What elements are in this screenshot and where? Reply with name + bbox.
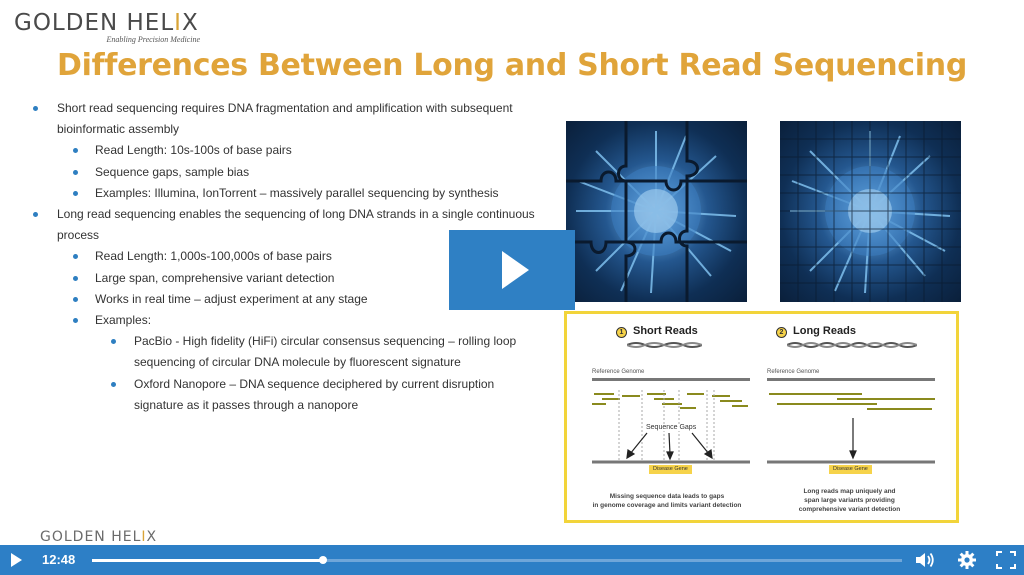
bullet-dot-icon	[111, 382, 116, 387]
play-pause-button[interactable]	[6, 550, 28, 570]
bullet-item	[30, 310, 540, 331]
short-reads-number: 1	[616, 327, 627, 338]
current-time: 12:48	[42, 552, 76, 567]
volume-icon	[914, 550, 936, 570]
long-caption-line-3: comprehensive variant detection	[798, 506, 901, 513]
short-reads-caption	[567, 492, 767, 510]
bullet-text: Large span, comprehensive variant detection	[95, 270, 335, 285]
bullet-text: Read Length: 10s-100s of base pairs	[95, 143, 292, 158]
bullet-item	[30, 140, 540, 161]
logo-text-accent: I	[174, 10, 182, 36]
bullet-item	[30, 331, 540, 373]
bullet-dot-icon	[33, 106, 38, 111]
bullet-item	[30, 374, 540, 416]
bullet-text: Examples:	[95, 313, 152, 328]
settings-button[interactable]	[956, 550, 978, 570]
bullet-dot-icon	[73, 170, 78, 175]
bullet-text: Long read sequencing enables the sequencing of long DNA strands in a single continuous process	[57, 207, 535, 243]
long-reads-lines	[767, 390, 937, 470]
virus-puzzle-large-pieces-image	[566, 121, 747, 302]
bullet-text: Works in real time – adjust experiment at any stage	[95, 291, 368, 306]
dna-helix-icon	[627, 341, 702, 349]
logo-text-main: GOLDEN HEL	[14, 10, 175, 36]
short-ref-label: Reference Genome	[592, 369, 645, 375]
long-reads-caption	[757, 487, 942, 514]
bullet-item	[30, 98, 540, 140]
bullet-text: Sequence gaps, sample bias	[95, 164, 250, 179]
bullet-text: PacBio - High fidelity (HiFi) circular consensus sequencing – rolling loop sequencing of circular DNA molecule by fluorescent signature	[134, 334, 517, 370]
volume-button[interactable]	[914, 550, 936, 570]
fullscreen-button[interactable]	[995, 550, 1017, 570]
slide-title: Differences Between Long and Short Read Sequencing	[56, 48, 967, 83]
progress-fill	[92, 559, 323, 562]
virus-puzzle-small-pieces-image	[780, 121, 961, 302]
bullet-text: Examples: Illumina, IonTorrent – massively parallel sequencing by synthesis	[95, 185, 499, 200]
short-caption-line-1: Missing sequence data leads to gaps	[609, 493, 725, 500]
long-disease-gene-label: Disease Gene	[829, 465, 872, 474]
logo-tagline: Enabling Precision Medicine	[106, 35, 200, 44]
long-caption-line-1: Long reads map uniquely and	[803, 488, 896, 495]
short-caption-line-2: in genome coverage and limits variant detection	[592, 502, 742, 509]
video-play-button[interactable]	[449, 230, 575, 310]
golden-helix-footer-logo: GOLDEN HELIX	[40, 529, 158, 545]
progress-scrubber[interactable]	[92, 559, 902, 562]
bullet-dot-icon	[73, 148, 78, 153]
long-reference-genome-line	[767, 378, 935, 381]
bullet-dot-icon	[111, 339, 116, 344]
long-reads-number: 2	[776, 327, 787, 338]
bullet-dot-icon	[33, 212, 38, 217]
fullscreen-icon	[995, 550, 1017, 570]
bullet-text: Read Length: 1,000s-100,000s of base pairs	[95, 249, 332, 264]
video-control-bar	[0, 545, 1024, 575]
logo-text-end: X	[181, 10, 199, 36]
reads-diagram	[564, 311, 959, 523]
long-ref-label: Reference Genome	[767, 369, 820, 375]
short-reads-title: Short Reads	[633, 325, 698, 337]
sequence-gaps-label: Sequence Gaps	[646, 424, 697, 431]
scrubber-handle[interactable]	[319, 556, 327, 564]
bullet-item	[30, 162, 540, 183]
bullet-dot-icon	[73, 297, 78, 302]
bullet-dot-icon	[73, 254, 78, 259]
short-disease-gene-label: Disease Gene	[649, 465, 692, 474]
play-icon	[11, 553, 22, 567]
bullet-dot-icon	[73, 191, 78, 196]
dna-helix-long-icon	[787, 341, 917, 349]
long-reads-title: Long Reads	[793, 325, 856, 337]
bullet-dot-icon	[73, 318, 78, 323]
golden-helix-logo	[14, 10, 204, 44]
short-reference-genome-line	[592, 378, 750, 381]
play-icon	[502, 251, 529, 289]
bullet-item	[30, 183, 540, 204]
long-caption-line-2: span large variants providing	[804, 497, 895, 504]
bullet-dot-icon	[73, 276, 78, 281]
bullet-text: Oxford Nanopore – DNA sequence deciphered by current disruption signature as it passes through a nanopore	[134, 376, 495, 412]
bullet-text: Short read sequencing requires DNA fragmentation and amplification with subsequent bioinformatic assembly	[57, 101, 513, 137]
gear-icon	[956, 550, 978, 570]
